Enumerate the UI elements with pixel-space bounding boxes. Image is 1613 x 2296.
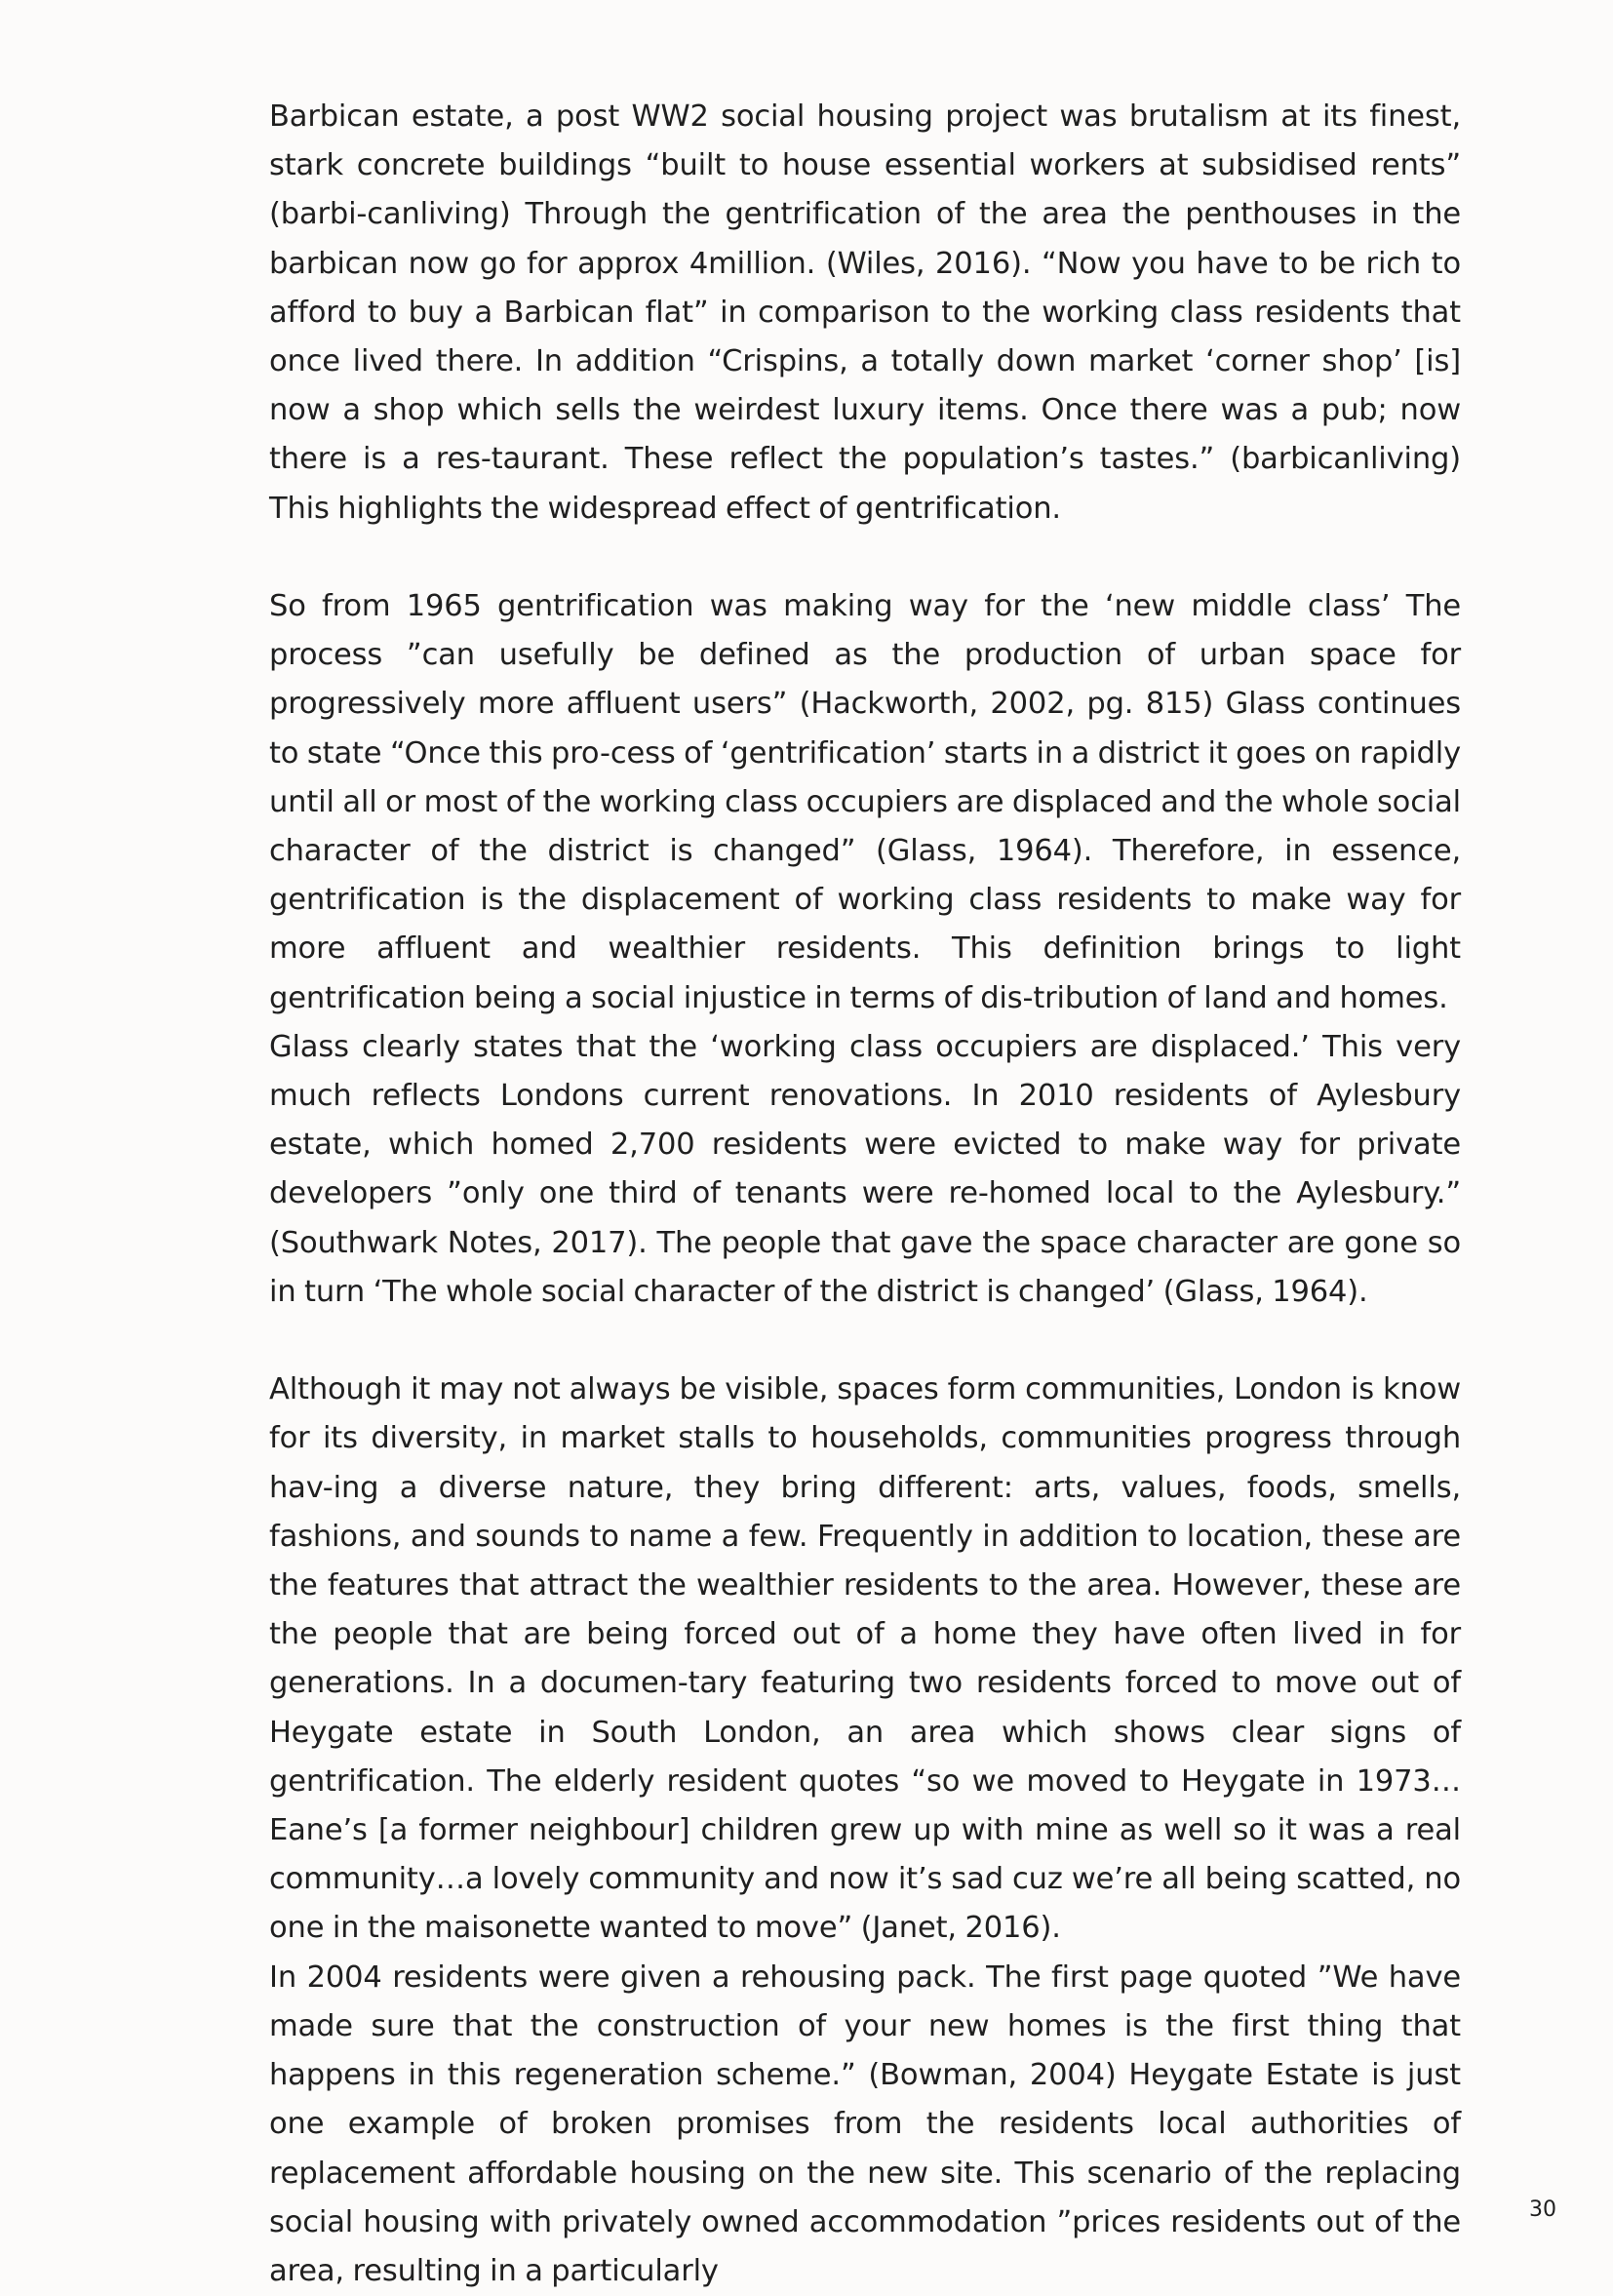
paragraph-aylesbury: Glass clearly states that the ‘working class occupiers are displaced.’ This very much reflects Londons current renovations. In 2010 residents of Aylesbury estate, which homed 2,700 residents were evicted to make way for private developers ”only one third of tenants were re-homed local to the Aylesbury.” (Southwark Notes, 2017). The people that gave the space character are gone so in turn ‘The whole social character of the district is changed’ (Glass, 1964).	[269, 1029, 1461, 1309]
body-text	[269, 93, 1461, 2296]
paragraph-barbican: Barbican estate, a post WW2 social housing project was brutalism at its finest, stark concrete buildings “built to house essential workers at subsidised rents” (barbi-canliving) Through the gentrification of the area the penthouses in the barbican now go for approx 4million. (Wiles, 2016). “Now you have to be rich to afford to buy a Barbican flat” in comparison to the working class residents that once lived there. In addition “Crispins, a totally down market ‘corner shop’ [is] now a shop which sells the weirdest luxury items. Once there was a pub; now there is a res-taurant. These reflect the population’s tastes.” (barbicanliving) This highlights the widespread effect of gentrification.	[269, 99, 1461, 526]
paragraph-gap	[269, 1317, 1461, 1366]
paragraph-gap	[269, 534, 1461, 582]
paragraph-definition: So from 1965 gentrification was making way for the ‘new middle class’ The process ”can usefully be defined as the production of urban space for progressively more affluent users” (Hackworth, 2002, pg. 815) Glass continues to state “Once this pro-cess of ‘gentrification’ starts in a district it goes on rapidly until all or most of the working class occupiers are displaced and the whole social character of the district is changed” (Glass, 1964). Therefore, in essence, gentrification is the displacement of working class residents to make way for more affluent and wealthier residents. This definition brings to light gentrification being a social injustice in terms of dis-tribution of land and homes.	[269, 589, 1461, 1015]
page-number: 30	[1529, 2197, 1556, 2222]
paragraph-communities: Although it may not always be visible, spaces form communities, London is know for its diversity, in market stalls to households, communities progress through hav-ing a diverse nature, they bring different: arts, values, foods, smells, fashions, and sounds to name a few. Frequently in addition to location, these are the features that attract the wealthier residents to the area. However, these are the people that are being forced out of a home they have often lived in for generations. In a documen-tary featuring two residents forced to move out of Heygate estate in South London, an area which shows clear signs of gentrification. The elderly resident quotes “so we moved to Heygate in 1973… Eane’s [a former neighbour] children grew up with mine as well so it was a real community…a lovely community and now it’s sad cuz we’re all being scatted, no one in the maisonette wanted to move” (Janet, 2016).	[269, 1372, 1461, 1946]
paragraph-rehousing: In 2004 residents were given a rehousing pack. The first page quoted ”We have made sure that the construction of your new homes is the first thing that happens in this regeneration scheme.” (Bowman, 2004) Heygate Estate is just one example of broken promises from the residents local authorities of replacement affordable housing on the new site. This scenario of the replacing social housing with privately owned accommodation ”prices residents out of the area, resulting in a particularly	[269, 1960, 1461, 2288]
